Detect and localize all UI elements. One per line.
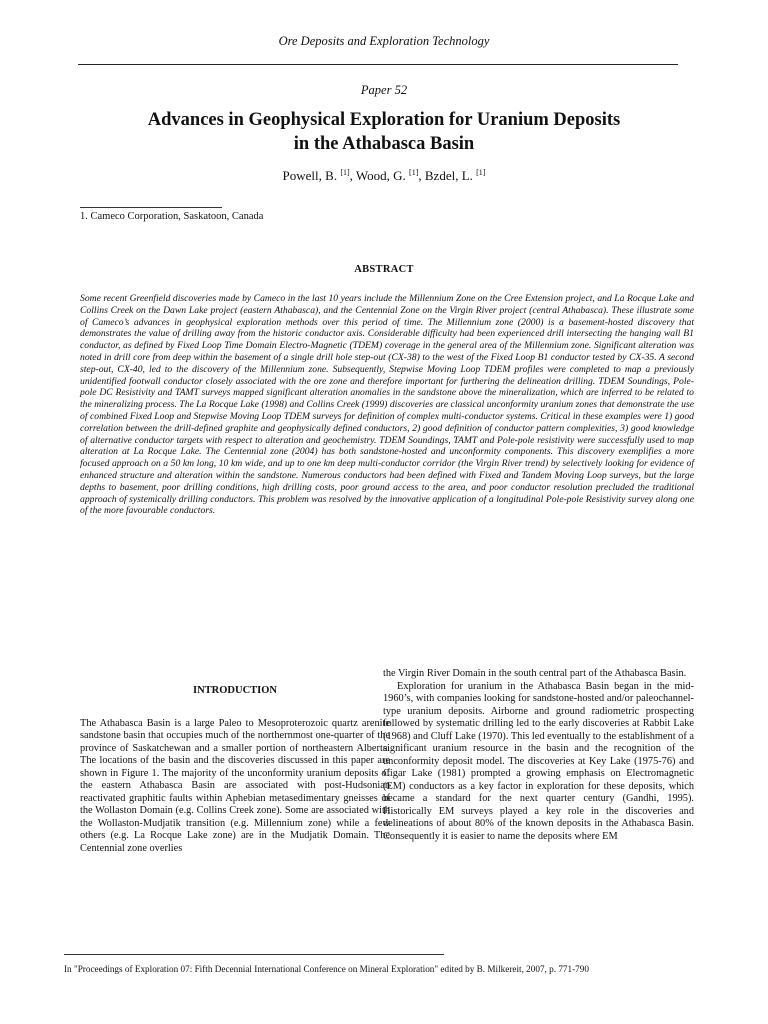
title-line-1: Advances in Geophysical Exploration for Uranium Deposits [147,110,621,130]
footer-citation: In "Proceedings of Exploration 07: Fifth Decennial International Conference on Mineral Exploration" edited by B. Milkereit, 2007, p. 771-790 [64,964,589,974]
running-header: Ore Deposits and Exploration Technology [278,34,490,48]
author-separator: , [418,168,425,183]
header-rule [78,64,678,65]
introduction-heading: INTRODUCTION [192,685,277,696]
author-separator: , [349,168,356,183]
author-name: Bzdel, L. [424,168,473,183]
affiliation: 1. Cameco Corporation, Saskatoon, Canada [80,211,264,222]
abstract-text: Some recent Greenfield discoveries made by Cameco in the last 10 years include the Millennium Zone on the Cree Extension project, and La Rocque Lake and Collins Creek on the Dawn Lake project (eastern Athabasca), and the Centennial Zone on the Virgin River project (central Athabasca). These illustrate some of Cameco’s advances in geophysical exploration methods over this period of time. The Millennium zone (2000) is a basement-hosted discovery that demonstrates the value of drilling away from the historic conductor axis. Considerable difficulty had been experienced drill intersecting the hanging wall B1 conductor, as defined by Fixed Loop Time Domain Electro-Magnetic (TDEM) coverage in the general area of the Millennium zone. Significant alteration was noted in drill core from deep within the basement of a single drill hole step-out (CX-38) to the west of the Fixed Loop B1 conductor tested by CX-35. A second step-out, CX-40, led to the discovery of the Millennium zone. Subsequently, Stepwise Moving Loop TDEM profiles were completed to map a previously unidentified footwall conductor closely associated with the ore zone and therefore important for furthering the delineation drilling. TDEM Soundings, Pole-pole DC Resistivity and TAMT surveys mapped significant alteration anomalies in the sandstone above the mineralization, which are inferred to be related to the mineralizing process. The La Rocque Lake (1998) and Collins Creek (1999) discoveries are classical unconformity uranium zones that demonstrate the use of combined Fixed Loop and Stepwise Moving Loop TDEM surveys for definition of complex multi-conductor systems. Critical in these examples were 1) good correlation between the drill-defined graphite and geophysically defined conductors, 2) good definition of conductor pattern complexities, 3) good knowledge of alternative conductor targets with respect to alteration and geochemistry. TDEM Soundings, TAMT and Pole-pole resistivity were successfully used to map alteration at La Rocque Lake. The Centennial zone (2004) has both sandstone-hosted and unconformity components. This discovery exemplifies a more focused approach on a 50 km long, 10 km wide, and up to one km deep multi-conductor corridor (the Virgin River trend) by selectively looking for evidence of enhanced structure and alteration within the sandstone. Numerous conductors had been defined with Fixed and Tandem Moving Loop surveys, but the large depths to basement, poor drilling conditions, high drilling costs, poor ground access to the area, and poor conductor resolution precluded the traditional approach of systemically drilling conductors. This problem was resolved by the innovative application of a longitudinal Pole-pole Resistivity survey along one of the more favourable conductors. [80,293,694,517]
left-column [80,668,390,855]
author-name: Wood, G. [355,168,406,183]
author-ref: [1] [409,168,419,177]
paper-title [84,108,684,156]
intro-paragraph-1-continued: the Virgin River Domain in the south central part of the Athabasca Basin. [383,668,687,679]
affiliation-rule [80,207,222,208]
intro-paragraph-1: The Athabasca Basin is a large Paleo to Mesoproterozoic quartz arenite sandstone basin that occupies much of the northernmost one-quarter of the province of Saskatchewan and a smaller portion of northeastern Alberta. The locations of the basin and the discoveries discussed in this paper are shown in Figure 1. The majority of the unconformity uranium deposits of the eastern Athabasca Basin are associated with post-Hudsonian reactivated graphitic faults within Aphebian metasedimentary gneisses of the Wollaston Domain (e.g. Collins Creek zone). Some are associated with the Wollaston-Mudjatik transition (e.g. Millennium zone) while a few others (e.g. La Rocque Lake zone) are in the Mudjatik Domain. The Centennial zone overlies [80,717,390,854]
author-ref: [1] [340,168,350,177]
author-ref: [1] [476,168,486,177]
abstract-heading: ABSTRACT [354,264,414,275]
footer-rule [64,954,444,955]
intro-paragraph-2: Exploration for uranium in the Athabasca Basin began in the mid-1960’s, with companies looking for sandstone-hosted and/or paleochannel-type uranium deposits. Airborne and ground radiometric prospecting followed by systematic drilling led to the early discoveries at Rabbit Lake (1968) and Cluff Lake (1970). This led eventually to the establishment of a significant uranium resource in the basin and the recognition of the unconformity deposit model. The discoveries at Key Lake (1975-76) and Cigar Lake (1981) prompted a growing emphasis on Electromagnetic (EM) conductors as a key factor in exploration for these deposits, which became a standard for the next quarter century (Gandhi, 1995). Historically EM surveys played a key role in the discoveries and delineations of about 80% of the known deposits in the Athabasca Basin. Consequently it is easier to name the deposits where EM [383,680,694,842]
paper-number: Paper 52 [360,83,408,97]
author-name: Powell, B. [282,168,338,183]
title-line-2: in the Athabasca Basin [293,134,475,154]
right-column [383,668,694,843]
author-list [0,168,768,184]
